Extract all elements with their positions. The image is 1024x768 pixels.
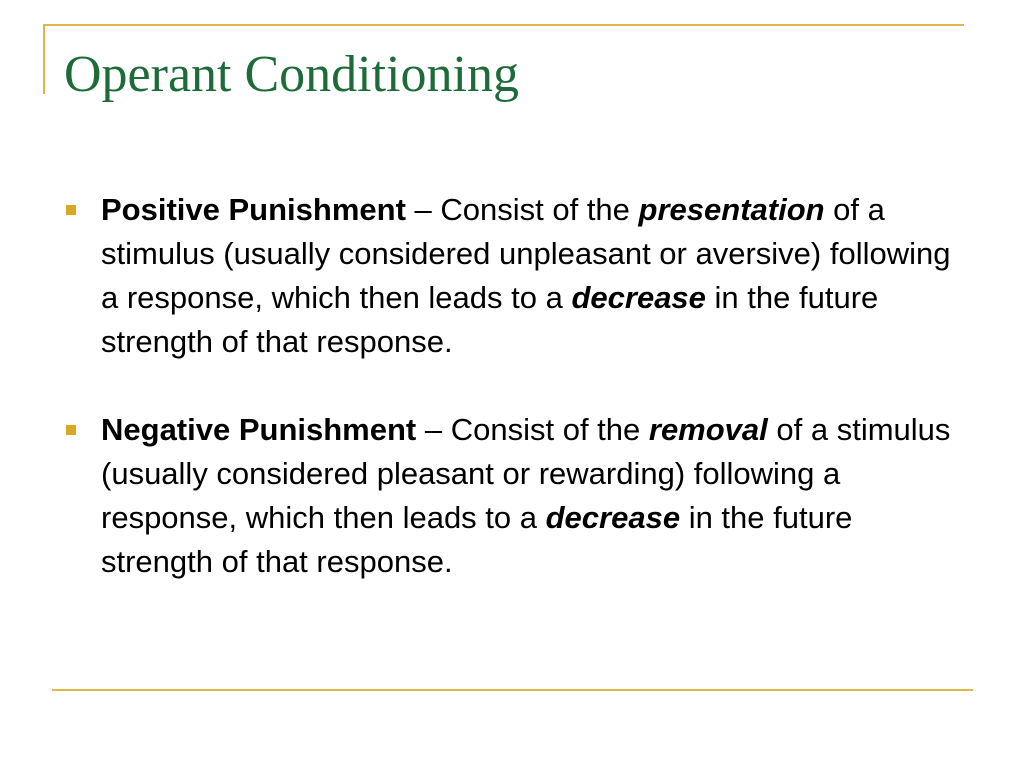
slide-title: Operant Conditioning <box>64 46 519 103</box>
bullet-emphasis: presentation <box>638 192 825 227</box>
bullet-text: of a stimulus (usually considered pleasant or rewarding) following a response, which then leads to a <box>101 412 951 535</box>
bullet-text: – Consist of the <box>405 192 639 227</box>
bullet-text: in the future strength of that response. <box>101 500 853 579</box>
bullet-text: of a stimulus (usually considered unpleasant or aversive) following a response, which then leads to a <box>101 192 951 315</box>
bullet-emphasis: decrease <box>571 280 706 315</box>
bullet-term: Negative Punishment <box>101 412 417 447</box>
bullet-emphasis: removal <box>648 412 768 447</box>
square-bullet-icon <box>66 425 76 435</box>
bullet-text: – Consist of the <box>416 412 649 447</box>
frame-left-border <box>43 24 45 94</box>
square-bullet-icon <box>66 205 76 215</box>
bullet-negative-punishment <box>58 408 968 584</box>
bullet-positive-punishment <box>58 188 968 364</box>
frame-top-rule <box>43 24 964 26</box>
bullet-term: Positive Punishment <box>101 192 406 227</box>
bullet-list <box>58 188 968 628</box>
bullet-text: in the future strength of that response. <box>101 280 879 359</box>
bullet-emphasis: decrease <box>545 500 681 535</box>
bottom-rule <box>52 689 973 691</box>
